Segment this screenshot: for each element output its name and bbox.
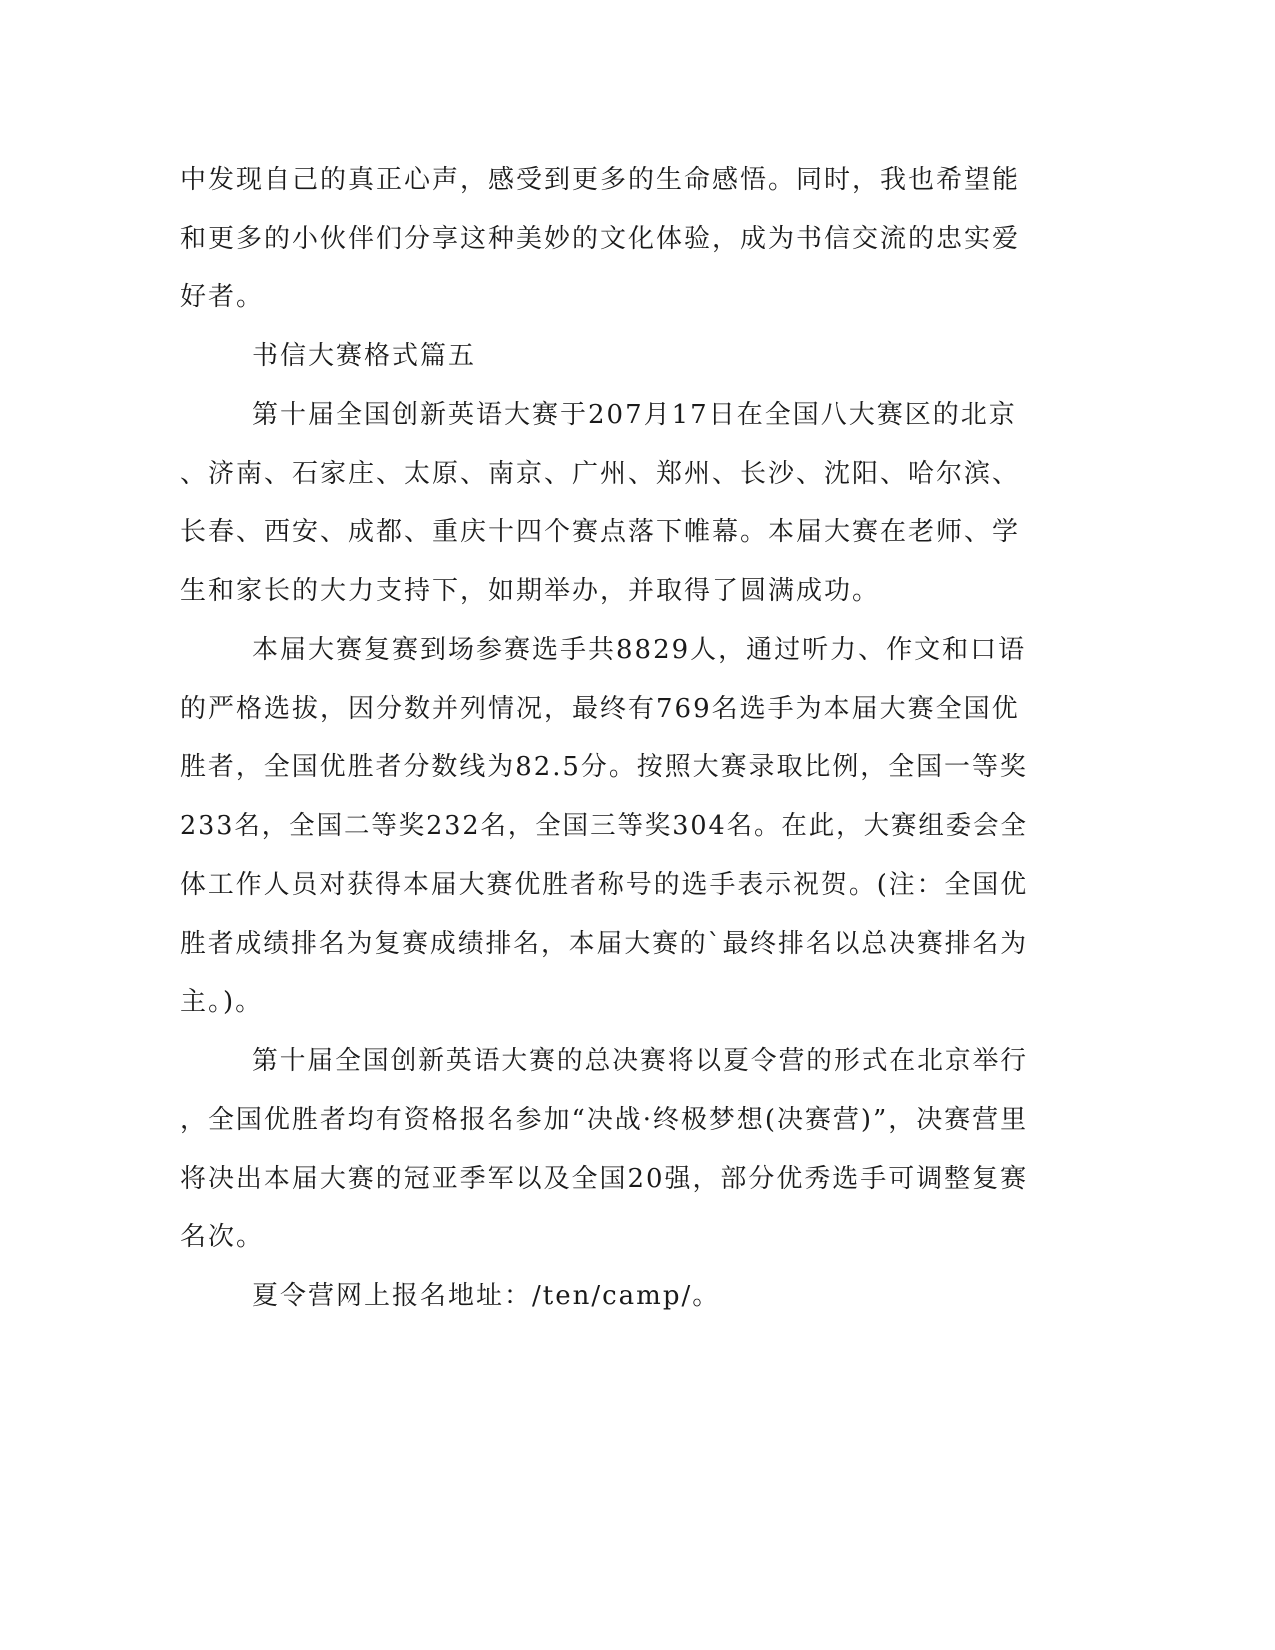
section-heading [0, 336, 1275, 376]
line-text: 名次。 [180, 1222, 265, 1252]
line-text: 将决出本届大赛的冠亚季军以及全国20强，部分优秀选手可调整复赛 [180, 1164, 1029, 1194]
line-text: 胜者，全国优胜者分数线为82.5分。按照大赛录取比例，全国一等奖 [180, 752, 1028, 782]
text-line [0, 1217, 1275, 1257]
text-line [0, 689, 1275, 729]
line-text: 胜者成绩排名为复赛成绩排名，本届大赛的`最终排名以总决赛排名为 [180, 929, 1029, 959]
text-line [0, 512, 1275, 552]
text-line [0, 1100, 1275, 1140]
line-text: 和更多的小伙伴们分享这种美妙的文化体验，成为书信交流的忠实爱 [180, 224, 1021, 254]
line-text: 体工作人员对获得本届大赛优胜者称号的选手表示祝贺。(注：全国优 [180, 870, 1029, 900]
text-line [0, 160, 1275, 200]
line-text: ，全国优胜者均有资格报名参加“决战·终极梦想(决赛营)”，决赛营里 [180, 1105, 1029, 1135]
text-line [0, 747, 1275, 787]
text-line [0, 219, 1275, 259]
line-text: 本届大赛复赛到场参赛选手共8829人，通过听力、作文和口语 [252, 635, 1027, 665]
text-line [0, 806, 1275, 846]
text-line [0, 982, 1275, 1022]
line-text: 233名，全国二等奖232名，全国三等奖304名。在此，大赛组委会全 [180, 811, 1028, 841]
text-line [0, 630, 1275, 670]
line-text: 主。)。 [180, 987, 264, 1017]
text-line [0, 571, 1275, 611]
line-text: 、济南、石家庄、太原、南京、广州、郑州、长沙、沈阳、哈尔滨、 [180, 459, 1021, 489]
line-text: 的严格选拔，因分数并列情况，最终有769名选手为本届大赛全国优 [180, 694, 1020, 724]
line-text: 中发现自己的真正心声，感受到更多的生命感悟。同时，我也希望能 [180, 165, 1021, 195]
line-text: 夏令营网上报名地址：/ten/camp/。 [252, 1281, 721, 1311]
line-text: 好者。 [180, 282, 265, 312]
heading-text: 书信大赛格式篇五 [252, 341, 477, 371]
text-line [0, 865, 1275, 905]
text-line [0, 277, 1275, 317]
line-text: 生和家长的大力支持下，如期举办，并取得了圆满成功。 [180, 576, 881, 606]
text-line [0, 1276, 1275, 1316]
text-line [0, 395, 1275, 435]
text-line [0, 1041, 1275, 1081]
line-text: 第十届全国创新英语大赛于207月17日在全国八大赛区的北京 [252, 400, 1017, 430]
line-text: 长春、西安、成都、重庆十四个赛点落下帷幕。本届大赛在老师、学 [180, 517, 1021, 547]
text-line [0, 454, 1275, 494]
text-line [0, 1159, 1275, 1199]
line-text: 第十届全国创新英语大赛的总决赛将以夏令营的形式在北京举行 [252, 1046, 1029, 1076]
text-line [0, 924, 1275, 964]
